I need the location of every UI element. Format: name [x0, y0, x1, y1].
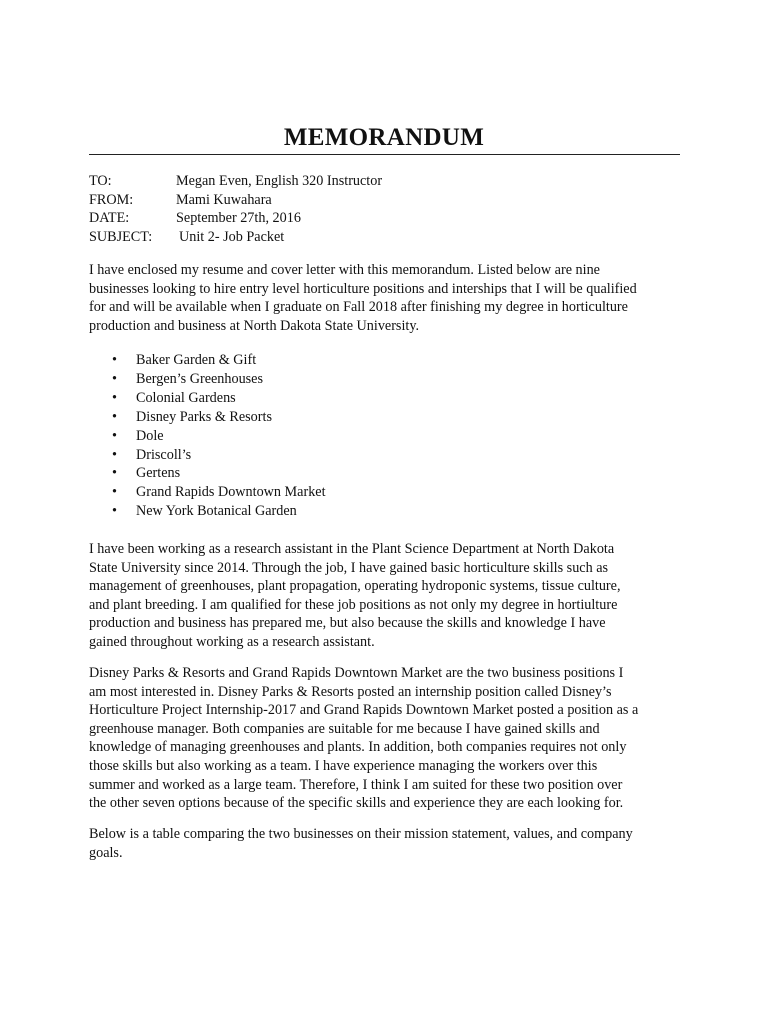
- business-name: Dole: [136, 427, 164, 444]
- memo-title: MEMORANDUM: [283, 124, 485, 151]
- business-name: Driscoll’s: [136, 446, 192, 463]
- paragraph-line: Below is a table comparing the two businesses on their mission statement, values, and company: [89, 826, 633, 842]
- header-row-subject: [89, 228, 382, 247]
- business-name: Gertens: [136, 465, 181, 482]
- subject-label: SUBJECT:: [89, 228, 153, 245]
- paragraph-line: goals.: [89, 844, 123, 861]
- bullet-icon: •: [112, 427, 117, 444]
- paragraph-line: Disney Parks & Resorts and Grand Rapids Downtown Market are the two business positions I: [89, 665, 624, 681]
- list-item: [89, 464, 326, 483]
- list-item: [89, 370, 326, 389]
- list-item: [89, 427, 326, 446]
- paragraph-line: and plant breeding. I am qualified for these job positions as not only my degree in hortiulture: [89, 596, 618, 613]
- paragraph-line: am most interested in. Disney Parks & Resorts posted an internship position called Disney’s: [89, 683, 612, 700]
- to-label: TO:: [89, 173, 112, 189]
- list-item: [89, 389, 326, 408]
- paragraph-line: greenhouse manager. Both companies are suitable for me because I have gained skills and: [89, 720, 600, 737]
- business-name: Baker Garden & Gift: [136, 352, 257, 368]
- paragraph-line: I have been working as a research assistant in the Plant Science Department at North Dakota: [89, 541, 615, 557]
- paragraph-intro: [89, 261, 679, 335]
- list-item: [89, 408, 326, 427]
- bullet-icon: •: [112, 503, 117, 520]
- paragraph-line: those skills but also working as a team. I have experience managing the workers over this: [89, 757, 598, 774]
- paragraph-line: summer and worked as a large team. Therefore, I think I am suited for these two position over: [89, 776, 623, 793]
- paragraph-line: I have enclosed my resume and cover letter with this memorandum. Listed below are nine: [89, 262, 600, 278]
- business-name: Colonial Gardens: [136, 389, 236, 406]
- paragraph-line: Horticulture Project Internship-2017 and Grand Rapids Downtown Market posted a position as a: [89, 702, 639, 719]
- paragraph-line: production and business has prepared me, but also because the skills and knowledge I have: [89, 615, 606, 632]
- bullet-icon: •: [112, 446, 117, 463]
- title-divider: [89, 154, 680, 155]
- header-row-date: [89, 209, 382, 228]
- subject-value: Unit 2- Job Packet: [179, 228, 285, 245]
- bullet-icon: •: [112, 370, 117, 387]
- paragraph-line: the other seven options because of the specific skills and experience they are each looking for.: [89, 795, 624, 812]
- business-list: [89, 351, 326, 521]
- paragraph-line: for and will be available when I graduate on Fall 2018 after finishing my degree in horticulture: [89, 299, 628, 316]
- business-name: New York Botanical Garden: [136, 503, 297, 520]
- paragraph-line: State University since 2014. Through the job, I have gained basic horticulture skills such as: [89, 559, 609, 576]
- bullet-icon: •: [112, 484, 117, 501]
- memo-header: [89, 172, 382, 246]
- to-value: Megan Even, English 320 Instructor: [176, 173, 383, 189]
- paragraph-line: management of greenhouses, plant propagation, operating hydroponic systems, tissue culture,: [89, 578, 621, 595]
- bullet-icon: •: [112, 465, 117, 482]
- business-name: Grand Rapids Downtown Market: [136, 484, 326, 501]
- paragraph-table-intro: [89, 825, 679, 862]
- from-value: Mami Kuwahara: [176, 191, 272, 208]
- list-item: [89, 502, 326, 521]
- paragraph-line: gained throughout working as a research assistant.: [89, 633, 375, 650]
- header-row-to: [89, 172, 382, 191]
- header-row-from: [89, 191, 382, 210]
- paragraph-interests: [89, 664, 679, 813]
- bullet-icon: •: [112, 352, 117, 368]
- business-name: Disney Parks & Resorts: [136, 408, 272, 425]
- from-label: FROM:: [89, 191, 134, 208]
- list-item: [89, 483, 326, 502]
- paragraph-line: production and business at North Dakota State University.: [89, 317, 420, 334]
- list-item: [89, 351, 326, 370]
- paragraph-line: businesses looking to hire entry level horticulture positions and interships that I will be qualified: [89, 280, 637, 297]
- date-label: DATE:: [89, 210, 130, 227]
- paragraph-experience: [89, 540, 679, 652]
- list-item: [89, 446, 326, 465]
- date-value: September 27th, 2016: [176, 210, 301, 227]
- paragraph-line: knowledge of managing greenhouses and plants. In addition, both companies requires not only: [89, 739, 627, 756]
- business-name: Bergen’s Greenhouses: [136, 370, 264, 387]
- bullet-icon: •: [112, 389, 117, 406]
- bullet-icon: •: [112, 408, 117, 425]
